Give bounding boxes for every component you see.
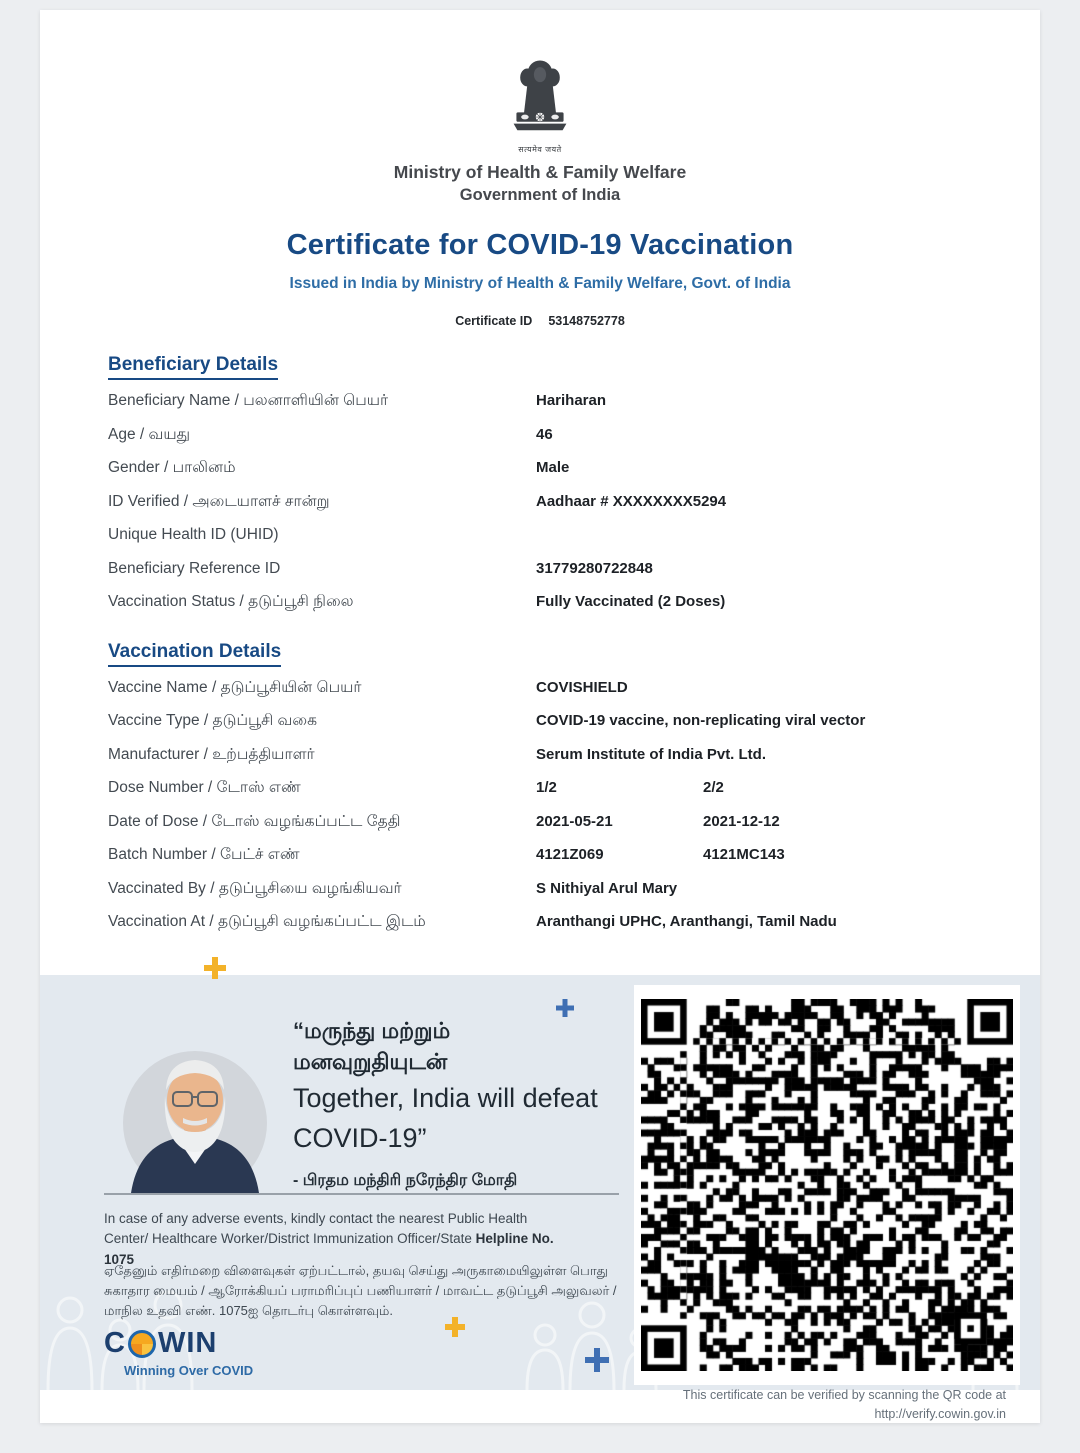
plus-icon	[585, 1348, 609, 1372]
certificate-card	[40, 10, 1040, 1423]
beneficiary-details-section	[108, 354, 974, 627]
quote-attribution: - பிரதம மந்திரி நரேந்திர மோதி	[293, 1172, 518, 1189]
vaccination-row	[108, 712, 974, 746]
cowin-logo-text-win: WIN	[157, 1327, 218, 1359]
row-value-dose1: 4121Z069	[536, 846, 604, 863]
verify-url: http://verify.cowin.gov.in	[874, 1406, 1006, 1421]
row-label: Vaccination Status / தடுப்பூசி நிலை	[108, 593, 354, 610]
vaccination-row	[108, 846, 974, 880]
row-label: Vaccine Name / தடுப்பூசியின் பெயர்	[108, 678, 362, 696]
adverse-note-text: In case of any adverse events, kindly contact the nearest Public Health Center/ Healthcare Worker/District Immunization Officer/State	[104, 1211, 528, 1247]
certificate-id-value: 53148752778	[548, 314, 625, 328]
plus-icon	[204, 957, 226, 979]
cowin-logo	[104, 1327, 253, 1378]
row-label: Beneficiary Name / பலனாளியின் பெயர்	[108, 392, 389, 409]
beneficiary-row	[108, 526, 974, 560]
row-label: Date of Dose / டோஸ் வழங்கப்பட்ட தேதி	[108, 812, 401, 830]
row-value-dose2: 2021-12-12	[703, 812, 780, 830]
emblem-motto: सत्यमेव जयते	[518, 145, 562, 154]
certificate-id-label: Certificate ID	[455, 314, 533, 328]
beneficiary-row	[108, 426, 974, 460]
pm-quote	[293, 1015, 638, 1191]
row-label: Beneficiary Reference ID	[108, 559, 281, 577]
qr-code-canvas	[641, 999, 1013, 1371]
quote-english-line2: COVID-19”	[293, 1123, 427, 1153]
row-label: Age / வயது	[108, 425, 191, 443]
cowin-tagline: Winning Over COVID	[124, 1363, 254, 1378]
helpline-number: Helpline No. 1075	[104, 1231, 554, 1267]
quote-tamil-line1: “மருந்து மற்றும்	[293, 1018, 451, 1043]
row-value-dose2: 2/2	[703, 779, 724, 796]
quote-tamil-line2: மனவுறுதியுடன்	[293, 1049, 448, 1074]
row-value: Aadhaar # XXXXXXXX5294	[536, 492, 727, 510]
certificate-id-row	[40, 314, 1040, 328]
vaccination-row	[108, 813, 974, 847]
row-value-dose1: 1/2	[536, 779, 557, 796]
row-value: 46	[536, 425, 553, 443]
verify-text: This certificate can be verified by scanning the QR code at	[682, 1388, 1006, 1402]
vaccination-row	[108, 679, 974, 713]
vaccination-row	[108, 880, 974, 914]
beneficiary-row	[108, 593, 974, 627]
row-value: COVID-19 vaccine, non-replicating viral vector	[536, 712, 866, 729]
beneficiary-row	[108, 493, 974, 527]
vaccination-rows	[108, 679, 974, 947]
row-value: S Nithiyal Arul Mary	[536, 879, 678, 897]
government-name: Government of India	[459, 186, 621, 204]
row-label: Vaccine Type / தடுப்பூசி வகை	[108, 712, 317, 729]
vaccination-row	[108, 779, 974, 813]
pm-portrait	[103, 1028, 288, 1193]
beneficiary-rows	[108, 392, 974, 627]
row-value: Hariharan	[536, 392, 607, 409]
beneficiary-row	[108, 459, 974, 493]
vaccination-row	[108, 746, 974, 780]
certificate-subtitle: Issued in India by Ministry of Health & Family Welfare, Govt. of India	[289, 275, 791, 292]
row-label: Manufacturer / உற்பத்தியாளர்	[108, 745, 315, 763]
certificate-header	[40, 10, 1040, 328]
beneficiary-row	[108, 392, 974, 426]
verify-note	[683, 1386, 1006, 1424]
row-label: ID Verified / அடையாளச் சான்று	[108, 492, 330, 510]
vaccination-details-heading: Vaccination Details	[108, 641, 281, 667]
row-label: Vaccination At / தடுப்பூசி வழங்கப்பட்ட இடம்	[108, 913, 426, 930]
row-label: Dose Number / டோஸ் எண்	[108, 779, 301, 796]
row-value: Fully Vaccinated (2 Doses)	[536, 593, 726, 610]
beneficiary-details-heading: Beneficiary Details	[108, 354, 278, 380]
emblem-of-india-icon	[507, 48, 573, 138]
row-label: Gender / பாலினம்	[108, 459, 236, 476]
row-label: Batch Number / பேட்ச் எண்	[108, 846, 300, 863]
qr-code	[634, 985, 1020, 1385]
vaccination-row	[108, 913, 974, 947]
row-label: Vaccinated By / தடுப்பூசியை வழங்கியவர்	[108, 879, 402, 897]
cowin-logo-icon	[128, 1330, 156, 1358]
row-value: Aranthangi UPHC, Aranthangi, Tamil Nadu	[536, 913, 837, 930]
quote-english-line1: Together, India will defeat	[293, 1083, 598, 1113]
ministry-name: Ministry of Health & Family Welfare	[393, 162, 687, 182]
footer-divider	[104, 1193, 619, 1195]
row-value: Serum Institute of India Pvt. Ltd.	[536, 745, 767, 763]
row-value: 31779280722848	[536, 559, 653, 577]
footer-band	[40, 975, 1040, 1390]
row-value: COVISHIELD	[536, 678, 628, 696]
certificate-title: Certificate for COVID-19 Vaccination	[286, 229, 794, 261]
row-value: Male	[536, 459, 570, 476]
vaccination-details-section	[108, 641, 974, 947]
beneficiary-row	[108, 560, 974, 594]
cowin-logo-text-c: C	[104, 1327, 126, 1359]
row-value-dose2: 4121MC143	[703, 846, 785, 863]
adverse-note-tamil: ஏதேனும் எதிர்மறை விளைவுகள் ஏற்பட்டால், தயவு செய்து அருகாமையிலுள்ள பொது சுகாதார மையம் / ஆரோக்கியப் பராமரிப்புப் பணியாளர் / மாவட்ட தடுப்பூசி அலுவலர் / மாநில உதவி எண். 1075ஐ தொடர்பு கொள்ளவும்.	[104, 1263, 617, 1319]
row-value-dose1: 2021-05-21	[536, 812, 613, 830]
row-label: Unique Health ID (UHID)	[108, 526, 279, 543]
